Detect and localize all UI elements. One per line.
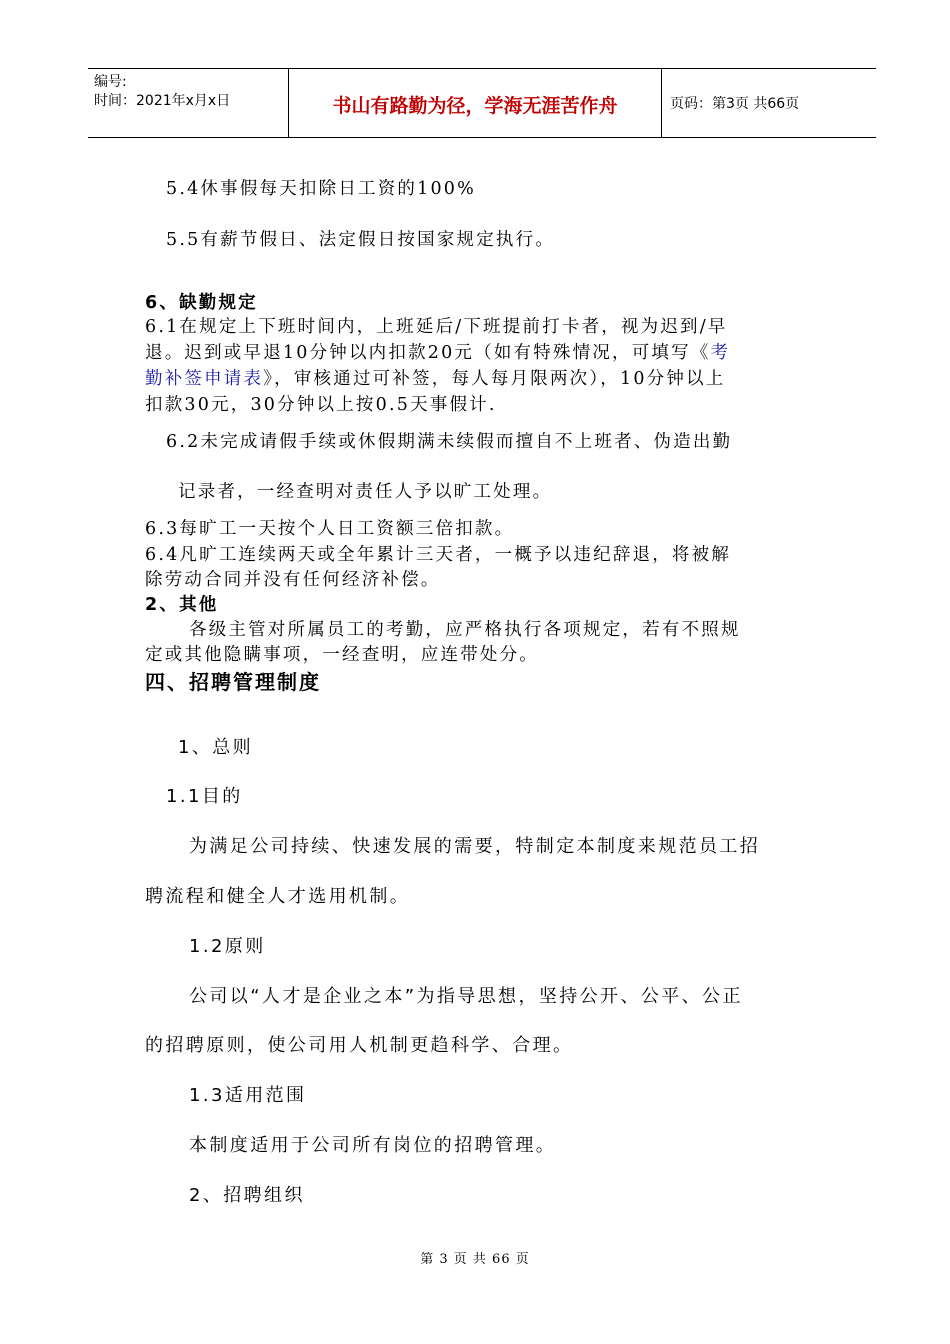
date-label: 时间：2021年x月x日: [94, 93, 231, 109]
header-page-label: 页码：第3页 共66页: [670, 96, 800, 112]
line-5-4: 5.4休事假每天扣除日工资的100%: [166, 179, 476, 199]
recruit-2-title: 2、招聘组织: [189, 1185, 305, 1206]
recruit-1-2-line-2: 的招聘原则，使公司用人机制更趋科学、合理。: [145, 1035, 574, 1056]
para-other-line-2: 定或其他隐瞒事项，一经查明，应连带处分。: [145, 645, 539, 665]
para-other-line-1: 各级主管对所属员工的考勤，应严格执行各项规定，若有不照规: [189, 620, 741, 640]
para-6-1-text: 退。迟到或早退10分钟以内扣款20元（如有特殊情况，可填写《: [145, 343, 711, 363]
para-6-2-line-2: 记录者，一经查明对责任人予以旷工处理。: [178, 482, 553, 502]
header-motto: 书山有路勤为径，学海无涯苦作舟: [288, 69, 662, 137]
header-meta: [88, 69, 288, 137]
chapter-4-title: 四、招聘管理制度: [145, 670, 321, 694]
para-6-3: 6.3每旷工一天按个人日工资额三倍扣款。: [145, 519, 515, 539]
para-6-4-line-1: 6.4凡旷工连续两天或全年累计三天者，一概予以违纪辞退，将被解: [145, 545, 732, 565]
line-5-5: 5.5有薪节假日、法定假日按国家规定执行。: [166, 230, 556, 250]
para-6-1-line-2: [145, 339, 730, 364]
recruit-1-1-line-2: 聘流程和健全人才选用机制。: [145, 886, 411, 907]
para-6-1-line-1: 6.1在规定上下班时间内，上班延后/下班提前打卡者，视为迟到/早: [145, 317, 728, 337]
form-link-part-1[interactable]: 考: [710, 343, 731, 363]
para-6-1-line-3: [145, 365, 725, 390]
recruit-1-2-line-1: 公司以“人才是企业之本”为指导思想，坚持公开、公平、公正: [189, 986, 743, 1007]
para-6-1-line-4: 扣款30元，30分钟以上按0.5天事假计.: [145, 395, 497, 415]
recruit-1-title: 1、总则: [178, 737, 254, 758]
recruit-1-1-title: 1.1目的: [166, 786, 243, 807]
section-2-title: 2、其他: [145, 595, 219, 615]
section-6-title: 6、缺勤规定: [145, 293, 258, 313]
recruit-1-3-line-1: 本制度适用于公司所有岗位的招聘管理。: [189, 1135, 557, 1156]
number-label: 编号:: [94, 74, 127, 90]
recruit-1-2-title: 1.2原则: [189, 936, 266, 957]
para-6-4-line-2: 除劳动合同并没有任何经济补偿。: [145, 570, 441, 590]
form-link-part-2[interactable]: 勤补签申请表: [145, 369, 264, 389]
para-6-1-text-cont: 》，审核通过可补签，每人每月限两次），10分钟以上: [263, 369, 726, 389]
page-footer: 第 3 页 共 66 页: [420, 1252, 530, 1267]
recruit-1-1-line-1: 为满足公司持续、快速发展的需要，特制定本制度来规范员工招: [189, 836, 761, 857]
page-header: [88, 68, 876, 138]
para-6-2-line-1: 6.2未完成请假手续或休假期满未续假而擅自不上班者、伪造出勤: [166, 432, 733, 452]
recruit-1-3-title: 1.3适用范围: [189, 1085, 307, 1106]
